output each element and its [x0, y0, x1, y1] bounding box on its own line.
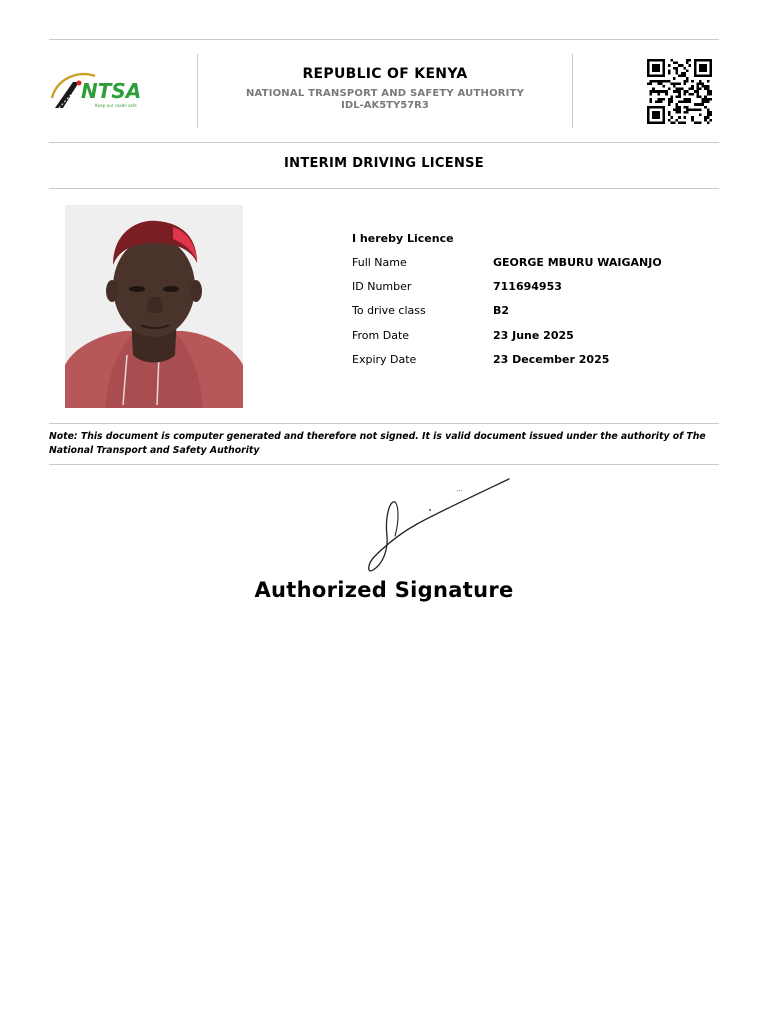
id-number-value: 711694953 — [493, 280, 562, 294]
detail-row-id-number — [352, 279, 712, 303]
note-bottom-rule — [49, 464, 719, 465]
expiry-date-label: Expiry Date — [352, 352, 417, 366]
full-name-value: GEORGE MBURU WAIGANJO — [493, 256, 662, 269]
detail-row-full-name — [352, 255, 712, 279]
document-title: INTERIM DRIVING LICENSE — [284, 156, 484, 171]
top-rule — [49, 39, 719, 40]
drive-class-value: B2 — [493, 304, 510, 318]
licence-heading: I hereby Licence — [352, 232, 454, 245]
license-serial: IDL-AK5TY57R3 — [341, 100, 429, 111]
header-bottom-rule — [49, 142, 719, 143]
logo-text: NTSA — [81, 79, 142, 103]
computer-generated-note: Note: This document is computer generated and therefore not signed. It is valid document issued under the authority of The National Transport and Safety Authority — [49, 431, 706, 456]
ntsa-logo — [49, 68, 145, 112]
detail-row-expiry-date — [352, 352, 712, 376]
authorized-signature-label: Authorized Signature — [254, 578, 514, 602]
qr-code-icon — [646, 59, 713, 124]
details-bottom-rule — [49, 423, 719, 424]
authority-name: NATIONAL TRANSPORT AND SAFETY AUTHORITY — [245, 88, 525, 99]
title-bottom-rule — [49, 188, 719, 189]
holder-photo — [65, 205, 243, 408]
from-date-label: From Date — [352, 328, 410, 342]
id-number-label: ID Number — [352, 280, 412, 294]
from-date-value: 23 June 2025 — [493, 328, 574, 342]
expiry-date-value: 23 December 2025 — [493, 352, 610, 366]
full-name-label: Full Name — [352, 256, 407, 269]
signature-image — [359, 474, 519, 576]
drive-class-label: To drive class — [352, 304, 426, 318]
detail-row-drive-class — [352, 303, 712, 327]
header-divider-right — [572, 54, 573, 128]
country-name: REPUBLIC OF KENYA — [302, 66, 468, 82]
header-divider-left — [197, 54, 198, 128]
detail-row-from-date — [352, 328, 712, 352]
logo-tagline: Keep our roads safe — [95, 103, 137, 108]
header-center — [199, 54, 571, 128]
license-details — [352, 231, 712, 376]
license-page — [49, 0, 719, 1024]
